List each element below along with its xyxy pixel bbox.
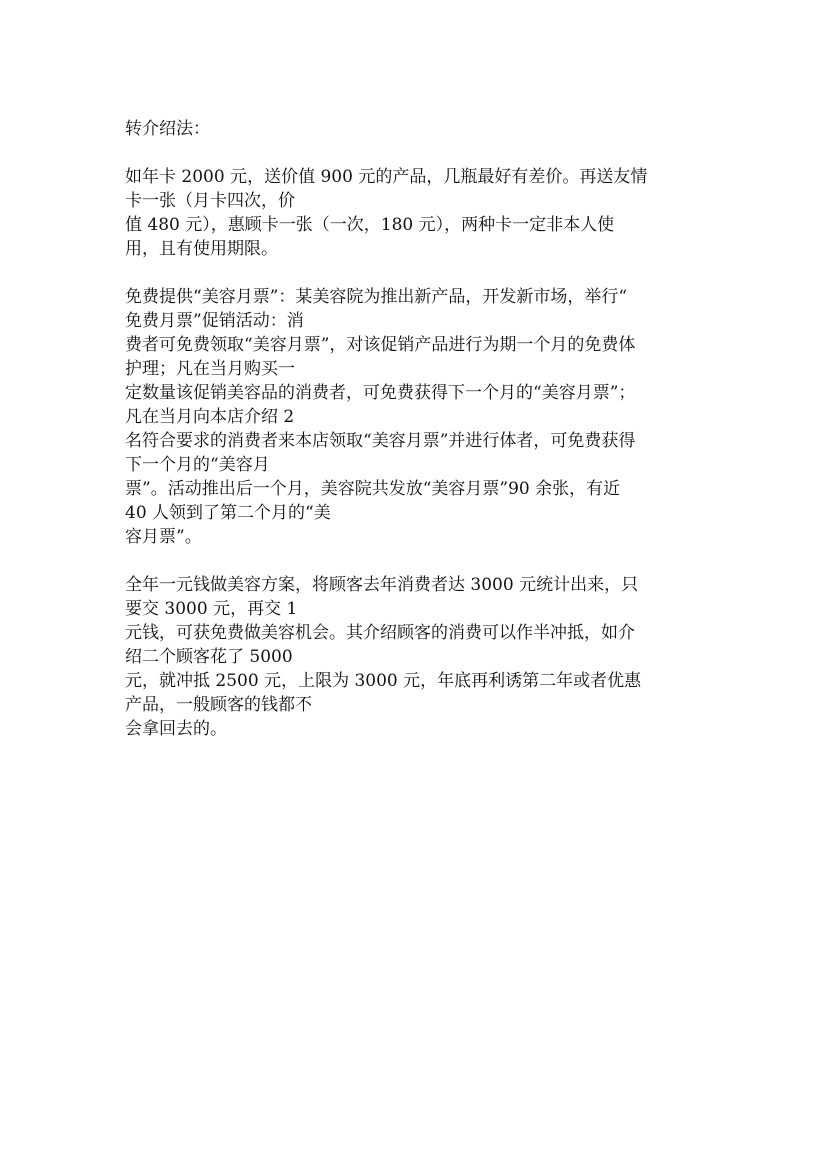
text-line: 费者可免费领取“美容月票”，对该促销产品进行为期一个月的免费体 [125,335,636,355]
text-line: 定数量该促销美容品的消费者，可免费获得下一个月的“美容月票”； [125,383,636,403]
text-line: 下一个月的“美容月 [125,455,270,475]
text-line: 要交 3000 元，再交 1 [125,599,298,619]
text-line: 免费月票”促销活动：消 [125,311,304,331]
text-line: 免费提供“美容月票”：某美容院为推出新产品，开发新市场，举行“ [125,287,628,307]
blank-line [125,261,705,285]
text-line: 用，且有使用期限。 [125,239,278,259]
paragraph-one-yuan-plan [125,573,705,741]
text-line: 全年一元钱做美容方案，将顾客去年消费者达 3000 元统计出来，只 [125,575,639,595]
text-line: 护理；凡在当月购买一 [125,359,295,379]
text-line: 会拿回去的。 [125,719,227,739]
text-line: 元，就冲抵 2500 元，上限为 3000 元，年底再利诱第二年或者优惠 [125,671,642,691]
text-line: 元钱，可获免费做美容机会。其介绍顾客的消费可以作半冲抵，如介 [125,623,635,643]
text-line: 如年卡 2000 元，送价值 900 元的产品，几瓶最好有差价。再送友情 [125,167,648,187]
text-line: 容月票”。 [125,527,202,547]
paragraph-annual-card [125,165,705,261]
text-line: 绍二个顾客花了 5000 [125,647,293,667]
section-heading: 转介绍法： [125,119,210,139]
text-line: 凡在当月向本店介绍 2 [125,407,295,427]
blank-line [125,549,705,573]
paragraph-monthly-ticket [125,285,705,549]
text-line: 卡一张（月卡四次，价 [125,191,295,211]
text-line: 名符合要求的消费者来本店领取“美容月票”并进行体者，可免费获得 [125,431,636,451]
document-body [125,117,705,741]
text-line: 票”。活动推出后一个月，美容院共发放“美容月票”90 余张，有近 [125,479,621,499]
text-line: 值 480 元），惠顾卡一张（一次，180 元），两种卡一定非本人使 [125,215,615,235]
text-line: 产品，一般顾客的钱都不 [125,695,312,715]
blank-line [125,141,705,165]
text-line: 40 人领到了第二个月的“美 [125,503,331,523]
